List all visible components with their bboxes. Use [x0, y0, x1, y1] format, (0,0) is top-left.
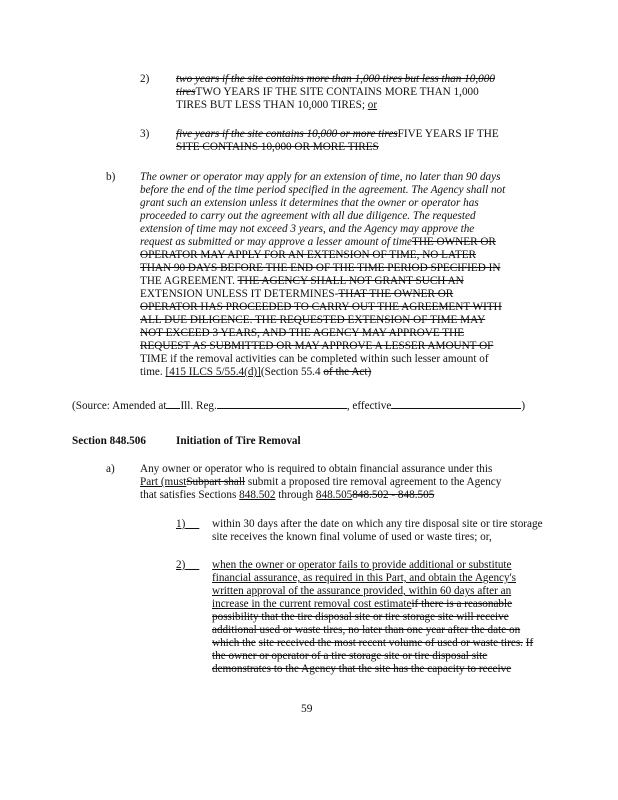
- para-b-section-ref: Section 55.4: [264, 366, 321, 378]
- item3-line-2: [176, 141, 379, 154]
- item2-line-3: [176, 99, 377, 112]
- para-a-sec-end: 848.505: [315, 489, 353, 501]
- para-a-sec-start: 848.502: [239, 489, 276, 501]
- sub2-line-2: financial assurance, as required in this Part, and obtain the Agency's: [212, 572, 516, 584]
- para-b-label: b): [106, 171, 116, 183]
- para-b-time: time.: [140, 366, 163, 378]
- sub2-which: which the: [212, 637, 256, 649]
- para-b-line-6: [140, 236, 496, 249]
- para-b-line-9: [140, 275, 464, 288]
- para-b-line-4: proceeded to carry out the agreement with all due diligence. The requested: [140, 210, 476, 222]
- sub2-received: site received the most recent volume of used or waste tires.: [258, 637, 523, 649]
- para-b-act: of the Act): [323, 366, 372, 378]
- sub2-line-8: the owner or operator of a tire storage site or tire disposal site: [212, 650, 488, 662]
- para-b-line-3: grant such an extension unless it determines that the owner or operator has: [140, 197, 479, 209]
- para-b-line-14: REQUEST AS SUBMITTED OR MAY APPROVE A LESSER AMOUNT OF: [140, 340, 494, 352]
- sub1-line-1: within 30 days after the date on which any tire disposal site or tire storage: [212, 518, 543, 530]
- para-a-line-3: [140, 489, 434, 502]
- para-b-citation: [415 ILCS 5/55.4(d)]: [165, 366, 261, 378]
- para-a-subpart: Subpart shall: [186, 476, 246, 488]
- para-b-caps-start: THE OWNER OR: [412, 236, 496, 248]
- item2-old-text: two years if the site contains more than 1,000 tires but less than 10,000: [176, 73, 495, 85]
- para-a-through: through: [278, 489, 314, 501]
- item2-line-1: [176, 73, 495, 86]
- source-blank-volume: [166, 408, 180, 409]
- source-open: (Source: Amended at: [72, 400, 167, 412]
- sub2-reasonable: if there is a reasonable: [411, 598, 513, 610]
- para-b-line-16: time. [415 ILCS 5/55.4(d)](Section 55.4 of the Act): [140, 366, 372, 378]
- sub2-line-5: possibility that the tire disposal site or tire storage site will receive: [212, 611, 509, 623]
- item3-old-text: five years if the site contains 10,000 or more tires: [176, 128, 398, 140]
- para-a-old-range: 848.502 - 848.505: [352, 489, 435, 501]
- para-b-line-11: OPERATOR HAS PROCEEDED TO CARRY OUT THE AGREEMENT WITH: [140, 301, 502, 313]
- para-a-satisfies: that satisfies Sections: [140, 489, 237, 501]
- sub1-number-text: 1): [176, 518, 186, 530]
- sub2-line-3: written approval of the assurance provided, within 60 days after an: [212, 585, 512, 597]
- para-a-line-2: [140, 476, 501, 489]
- para-a-submit: submit a proposed tire removal agreement to the Agency: [247, 476, 502, 488]
- para-b-agency-shall: THE AGENCY SHALL NOT GRANT SUCH AN: [237, 275, 464, 287]
- para-a-line-1: Any owner or operator who is required to obtain financial assurance under this: [140, 463, 493, 475]
- source-note: [72, 400, 525, 413]
- para-b-extension: EXTENSION UNLESS IT DETERMINES: [140, 288, 335, 300]
- item2-new-text-cont: TIRES BUT LESS THAN 10,000 TIRES;: [176, 99, 365, 111]
- para-b-line-15: TIME if the removal activities can be completed within such lesser amount of: [140, 353, 489, 365]
- source-blank-date: [391, 408, 521, 409]
- source-effective: , effective: [346, 400, 392, 412]
- item3-line-1: [176, 128, 499, 141]
- para-b-line-2: before the end of the time period specified in the agreement. The Agency shall not: [140, 184, 506, 196]
- sub1-number: [176, 518, 199, 531]
- sub2-increase: increase in the current removal cost estimate: [212, 598, 412, 610]
- section-title: Initiation of Tire Removal: [176, 435, 301, 447]
- para-a-label: a): [106, 463, 115, 475]
- source-ill-reg: Ill. Reg.: [180, 400, 217, 412]
- para-b-italic-end: request as submitted or may approve a lesser amount of time: [140, 236, 412, 248]
- item-number-2: 2): [140, 73, 150, 85]
- sub2-line-1: when the owner or operator fails to provide additional or substitute: [212, 559, 512, 571]
- para-b-line-1: The owner or operator may apply for an extension of time, no later than 90 days: [140, 171, 501, 183]
- sub2-number: [176, 559, 199, 572]
- para-b-line-7: OPERATOR MAY APPLY FOR AN EXTENSION OF TIME, NO LATER: [140, 249, 476, 261]
- item3-new-text-cont: SITE CONTAINS 10,000 OR MORE TIRES: [176, 141, 379, 153]
- sub2-line-6: additional used or waste tires, no later than one year after the date on: [212, 624, 521, 636]
- sub2-line-9: demonstrates to the Agency that the site has the capacity to receive: [212, 663, 512, 675]
- item2-line-2: [176, 86, 479, 99]
- item-number-3: 3): [140, 128, 150, 140]
- para-b-line-13: NOT EXCEED 3 YEARS, AND THE AGENCY MAY APPROVE THE: [140, 327, 465, 339]
- para-b-line-12: ALL DUE DILIGENCE. THE REQUESTED EXTENSION OF TIME MAY: [140, 314, 486, 326]
- item2-old-text-tires: tires: [176, 86, 196, 98]
- sub2-if: If: [525, 637, 534, 649]
- para-b-agreement: THE AGREEMENT.: [140, 275, 235, 287]
- para-b-line-5: extension of time may not exceed 3 years, and the Agency may approve the: [140, 223, 475, 235]
- page-number: 59: [301, 703, 313, 715]
- source-close: ): [521, 400, 526, 412]
- sub1-line-2: site receives the known final volume of used or waste tires; or,: [212, 531, 492, 543]
- source-blank-page: [217, 408, 347, 409]
- sub2-line-7: [212, 637, 533, 650]
- section-number: Section 848.506: [72, 435, 146, 447]
- para-b-line-8: THAN 90 DAYS BEFORE THE END OF THE TIME PERIOD SPECIFIED IN: [140, 262, 501, 274]
- item2-or: or: [367, 99, 378, 111]
- para-b-line-10: EXTENSION UNLESS IT DETERMINES-THAT THE OWNER OR: [140, 288, 454, 300]
- para-b-owner: THAT THE OWNER OR: [338, 288, 454, 300]
- para-a-part: Part (must: [140, 476, 187, 488]
- item2-new-text: TWO YEARS IF THE SITE CONTAINS MORE THAN 1,000: [195, 86, 479, 98]
- item3-new-text: FIVE YEARS IF THE: [397, 128, 499, 140]
- sub2-number-text: 2): [176, 559, 186, 571]
- sub2-line-4: [212, 598, 512, 611]
